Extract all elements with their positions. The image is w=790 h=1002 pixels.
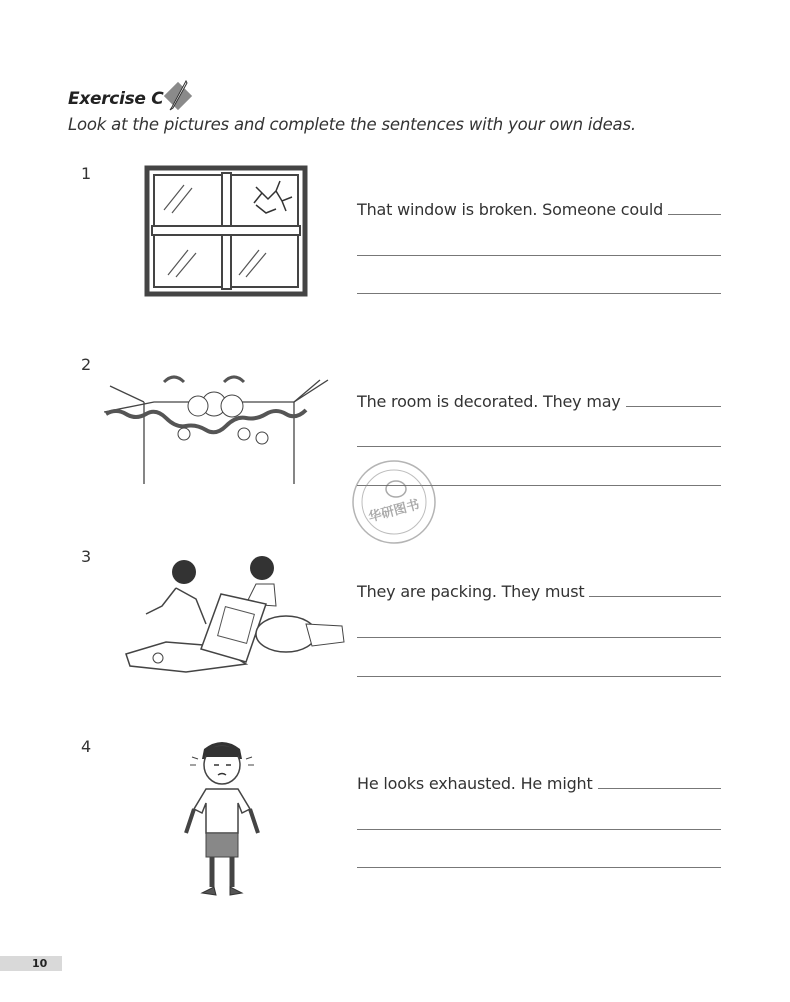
broken-window-picture xyxy=(144,165,310,297)
sentence-prompt xyxy=(357,392,721,411)
answer-line[interactable] xyxy=(357,255,721,256)
sentence-text: They are packing. They must xyxy=(357,582,585,601)
svg-text:华研图书: 华研图书 xyxy=(367,497,422,526)
children-packing-picture xyxy=(106,554,350,676)
item-number: 2 xyxy=(81,355,92,374)
writing-pen-icon xyxy=(160,78,196,114)
page-number: 10 xyxy=(32,957,48,970)
exercise-instruction: Look at the pictures and complete the sentences with your own ideas. xyxy=(68,115,636,134)
sentence-prompt xyxy=(357,582,721,601)
sentence-prompt xyxy=(357,774,721,793)
answer-line[interactable] xyxy=(357,867,721,868)
item-number: 4 xyxy=(81,737,92,756)
sentence-text: That window is broken. Someone could xyxy=(357,200,664,219)
publisher-watermark-stamp xyxy=(351,459,437,545)
answer-line[interactable] xyxy=(357,676,721,677)
sentence-text: The room is decorated. They may xyxy=(357,392,621,411)
answer-line[interactable] xyxy=(357,293,721,294)
answer-line[interactable] xyxy=(357,637,721,638)
page-number-bar xyxy=(0,956,62,971)
item-number: 1 xyxy=(81,164,92,183)
answer-blank[interactable] xyxy=(626,405,721,407)
answer-blank[interactable] xyxy=(589,595,721,597)
item-number: 3 xyxy=(81,547,92,566)
exercise-title: Exercise C xyxy=(68,89,164,109)
answer-blank[interactable] xyxy=(668,213,721,215)
answer-line[interactable] xyxy=(357,446,721,447)
answer-blank[interactable] xyxy=(598,787,721,789)
sentence-text: He looks exhausted. He might xyxy=(357,774,593,793)
answer-line[interactable] xyxy=(357,829,721,830)
sentence-prompt xyxy=(357,200,721,219)
tired-boy-picture xyxy=(176,737,268,901)
decorated-room-picture xyxy=(104,362,330,486)
